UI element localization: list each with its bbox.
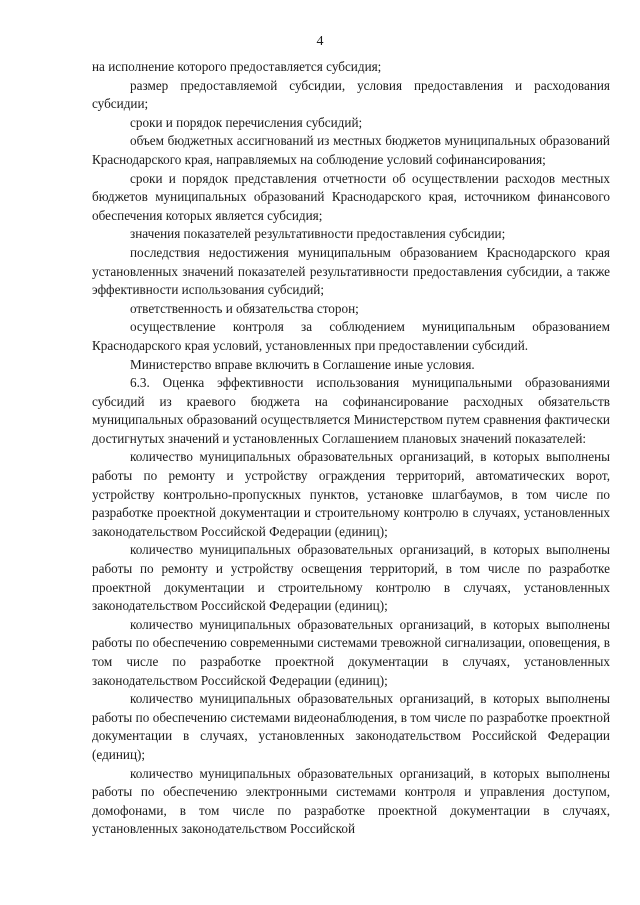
- paragraph-indicator-video: количество муниципальных образовательных организаций, в которых выполнены работы по обеспечению системами видеонаблюдения, в том числе по разработке проектной документации в случаях, установленных законодательством Российской Федерации (единиц);: [92, 691, 610, 762]
- page-number: 4: [316, 34, 324, 49]
- paragraph-control: осуществление контроля за соблюдением муниципальным образованием Краснодарского края условий, установленных при предоставлении субсидий.: [92, 319, 610, 353]
- paragraph-transfer-terms: сроки и порядок перечисления субсидий;: [130, 114, 363, 130]
- document-body: [92, 58, 610, 839]
- paragraph-subsidy-size: размер предоставляемой субсидии, условия предоставления и расходования субсидии;: [92, 77, 610, 112]
- paragraph-indicator-fencing: количество муниципальных образовательных организаций, в которых выполнены работы по ремонту и устройству ограждения территорий, автоматических ворот, устройству контрольно-пропускных пунктов, установке шлагбаумов, в том числе по разработке проектной документации и строительному контролю в случаях, установленных законодательством Российской Федерации (единиц);: [92, 449, 610, 539]
- paragraph-continuation: на исполнение которого предоставляется субсидия;: [92, 59, 382, 74]
- paragraph-performance-indicators: значения показателей результативности предоставления субсидии;: [130, 226, 506, 242]
- paragraph-indicator-alarm: количество муниципальных образовательных организаций, в которых выполнены работы по обеспечению современными системами тревожной сигнализации, оповещения, в том числе по разработке проектной документации в случаях, установленных законодательством Российской Федерации (единиц);: [92, 616, 610, 688]
- paragraph-indicator-lighting: количество муниципальных образовательных организаций, в которых выполнены работы по ремонту и устройству освещения территорий, в том числе по разработке проектной документации и строительному контролю в случаях, установленных законодательством Российской Федерации (единиц);: [92, 542, 610, 614]
- paragraph-section-6-3: 6.3. Оценка эффективности использования муниципальными образованиями субсидий из краевого бюджета на софинансирование расходных обязательств муниципальных образований осуществляется Министерством путем сравнения фактически достигнутых значений и установленных Соглашением плановых значений показателей:: [92, 375, 610, 446]
- paragraph-indicator-access-control: количество муниципальных образовательных организаций, в которых выполнены работы по обеспечению электронными системами контроля и управления доступом, домофонами, в том числе по разработке проектной документации в случаях, установленных законодательством Российской: [92, 765, 610, 837]
- paragraph-budget-volume: объем бюджетных ассигнований из местных бюджетов муниципальных образований Краснодарского края, направляемых на соблюдение условий софинансирования;: [92, 133, 610, 167]
- paragraph-other-conditions: Министерство вправе включить в Соглашение иные условия.: [130, 356, 475, 372]
- paragraph-reporting-terms: сроки и порядок представления отчетности об осуществлении расходов местных бюджетов муниципальных образований Краснодарского края, источником финансового обеспечения которых является субсидия;: [92, 170, 610, 223]
- paragraph-consequences: последствия недостижения муниципальным образованием Краснодарского края установленных значений показателей результативности предоставления субсидии, а также эффективности использования субсидий;: [92, 244, 610, 298]
- paragraph-responsibility: ответственность и обязательства сторон;: [130, 300, 359, 316]
